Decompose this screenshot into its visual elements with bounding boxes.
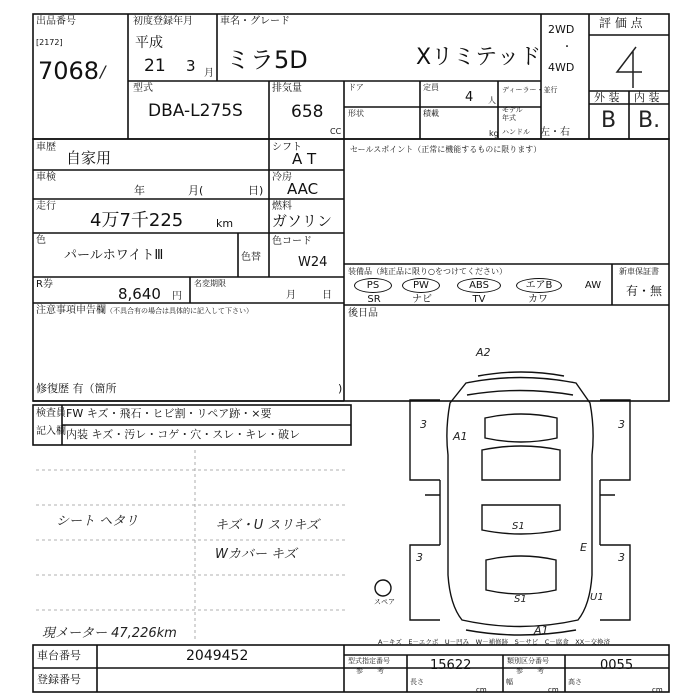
- door-label: ドア: [348, 83, 364, 92]
- exterior-label: 外 装: [594, 91, 620, 104]
- inspection-label: 車検: [36, 172, 56, 183]
- model-type: DBA-L275S: [148, 101, 243, 121]
- inspector-label-2: 記入欄: [36, 426, 66, 437]
- mark-s1-rear: S1: [514, 594, 527, 605]
- drive-4wd: 4WD: [548, 61, 575, 74]
- type-no-label: 型式指定番号: [348, 657, 390, 665]
- sales-label: セールスポイント（正常に機能するものに限ります）: [350, 145, 542, 154]
- aftermarket-label: 後日品: [348, 308, 378, 319]
- class-no-label: 類別区分番号: [507, 657, 549, 665]
- month-unit: 月: [204, 68, 214, 79]
- inspector-row-1: FW キズ・飛石・ヒビ割・リペア跡・×要: [66, 407, 272, 420]
- score: [612, 40, 613, 41]
- capacity-label: 定員: [423, 83, 439, 92]
- type-no: 15622: [430, 658, 472, 673]
- chassis-label: 車台番号: [37, 649, 81, 662]
- fuel-value: ガソリン: [272, 212, 333, 230]
- type-label: 型式: [133, 83, 153, 94]
- mark-3-fr: 3: [618, 418, 625, 431]
- color-change-label: 色替: [241, 252, 261, 263]
- equip-airbag: エアB: [516, 278, 562, 293]
- recycle-value: 8,640: [118, 285, 161, 303]
- load-label: 積載: [423, 109, 439, 118]
- warranty-label: 新車保証書: [619, 267, 659, 276]
- length-label: 長さ: [410, 678, 424, 686]
- equip-ps: PS: [354, 278, 392, 293]
- width-label: 幅: [506, 678, 513, 686]
- exterior-grade: B: [601, 108, 617, 133]
- yen-unit: 円: [172, 291, 182, 302]
- mark-e: E: [580, 541, 587, 554]
- lot-code: [2172]: [36, 38, 63, 47]
- handle-label: ハンドル: [502, 128, 530, 136]
- cc-unit: CC: [330, 127, 342, 136]
- car-name: ミラ5D: [226, 46, 308, 74]
- mark-a1-left: A1: [453, 430, 468, 443]
- equipment-label: 装備品（純正品に限り○をつけてください）: [348, 267, 507, 276]
- mark-a2: A2: [476, 346, 491, 359]
- insp-day-unit: 日): [248, 184, 264, 197]
- capacity: 4: [465, 90, 474, 105]
- notes-sub: （不具合有の場合は具体的に記入して下さい）: [106, 307, 253, 315]
- lot-number: 7068: [38, 57, 100, 85]
- notes-label: 注意事項申告欄: [36, 305, 106, 316]
- plate-label: 登録番号: [37, 673, 81, 686]
- ref-label-1: 参 考: [356, 667, 384, 675]
- note-meter: 現メーター 47,226km: [42, 626, 177, 641]
- ac-value: AAC: [287, 180, 319, 198]
- reg-month: 3: [186, 57, 196, 75]
- grade: Xリミテッド: [416, 45, 542, 70]
- mark-3-rr: 3: [618, 551, 625, 564]
- disp-label: 排気量: [272, 83, 302, 94]
- score-label: 評 価 点: [599, 16, 643, 30]
- color-code-label: 色コード: [272, 236, 312, 247]
- equip-tv: TV: [472, 294, 486, 305]
- note-wcover: Wカバー キズ: [215, 547, 297, 562]
- drive-dot: ・: [562, 42, 572, 53]
- mark-u1: U1: [590, 592, 604, 603]
- mark-s1-mid: S1: [512, 521, 525, 532]
- reg-label: 初度登録年月: [133, 16, 193, 27]
- inspector-label-1: 検査員: [36, 408, 66, 419]
- insp-month-unit: 月(: [188, 184, 204, 197]
- mileage-label: 走行: [36, 201, 56, 212]
- width-cm: cm: [548, 686, 559, 694]
- dealer-label: ディーラー・並行: [502, 86, 558, 94]
- shift-value: A T: [292, 150, 317, 168]
- ref-label-2: 参 考: [516, 667, 544, 675]
- shape-label: 形状: [348, 109, 364, 118]
- equip-abs: ABS: [457, 278, 501, 293]
- color-value: パールホワイトⅢ: [64, 248, 164, 263]
- fuel-label: 燃料: [272, 201, 292, 212]
- equip-aw: AW: [584, 280, 602, 291]
- class-no: 0055: [600, 658, 634, 673]
- person-unit: 人: [488, 96, 496, 105]
- spare-label: スペア: [374, 598, 395, 606]
- mark-a1-rear: A1: [534, 624, 549, 637]
- repair-close: ): [338, 382, 343, 395]
- equip-leather: カワ: [528, 294, 548, 305]
- inspector-row-2: 内装 キズ・汚レ・コゲ・穴・スレ・キレ・破レ: [66, 428, 301, 441]
- height-cm: cm: [652, 686, 663, 694]
- interior-grade: B.: [638, 108, 661, 133]
- name-change-month: 月: [286, 290, 296, 301]
- model-year-label: モデル年式: [502, 106, 523, 122]
- height-label: 高さ: [568, 678, 582, 686]
- kg-unit: kg: [489, 129, 499, 138]
- ac-label: 冷房: [272, 172, 292, 183]
- lot-tick: /: [100, 62, 106, 81]
- equip-pw: PW: [402, 278, 440, 293]
- warranty-value: 有・無: [626, 284, 663, 298]
- handle-value: 左・右: [540, 127, 570, 138]
- color-code: W24: [298, 255, 328, 270]
- mileage: 4万7千225: [90, 210, 184, 231]
- displacement: 658: [291, 102, 324, 122]
- equip-sr: SR: [367, 294, 381, 305]
- mark-3-fl: 3: [420, 418, 427, 431]
- damage-legend: A－キズ E－エクボ U－凹み W－補修跡 S－サビ C－腐食 XX－交換済: [378, 638, 611, 646]
- note-scratch: キズ・U スリキズ: [215, 518, 320, 533]
- drive-2wd: 2WD: [548, 23, 575, 36]
- length-cm: cm: [476, 686, 487, 694]
- chassis-number: 2049452: [186, 648, 249, 664]
- history-value: 自家用: [66, 149, 112, 167]
- era: 平成: [135, 35, 163, 51]
- mark-3-rl: 3: [416, 551, 423, 564]
- km-unit: km: [216, 217, 234, 230]
- name-change-label: 名変期限: [194, 279, 226, 288]
- insp-year-unit: 年: [134, 184, 145, 197]
- history-label: 車歴: [36, 142, 56, 153]
- recycle-label: R券: [36, 279, 53, 290]
- reg-year: 21: [144, 56, 166, 76]
- model-label: 車名・グレード: [220, 16, 290, 27]
- color-label: 色: [36, 235, 46, 246]
- lot-label: 出品番号: [36, 16, 76, 27]
- repair-history: 修復歴 有（箇所: [36, 382, 117, 395]
- note-seat: シート ヘタリ: [56, 514, 139, 529]
- name-change-day: 日: [322, 290, 332, 301]
- equip-navi: ナビ: [412, 294, 432, 305]
- shift-label: シフト: [272, 142, 302, 153]
- interior-label: 内 装: [634, 91, 660, 104]
